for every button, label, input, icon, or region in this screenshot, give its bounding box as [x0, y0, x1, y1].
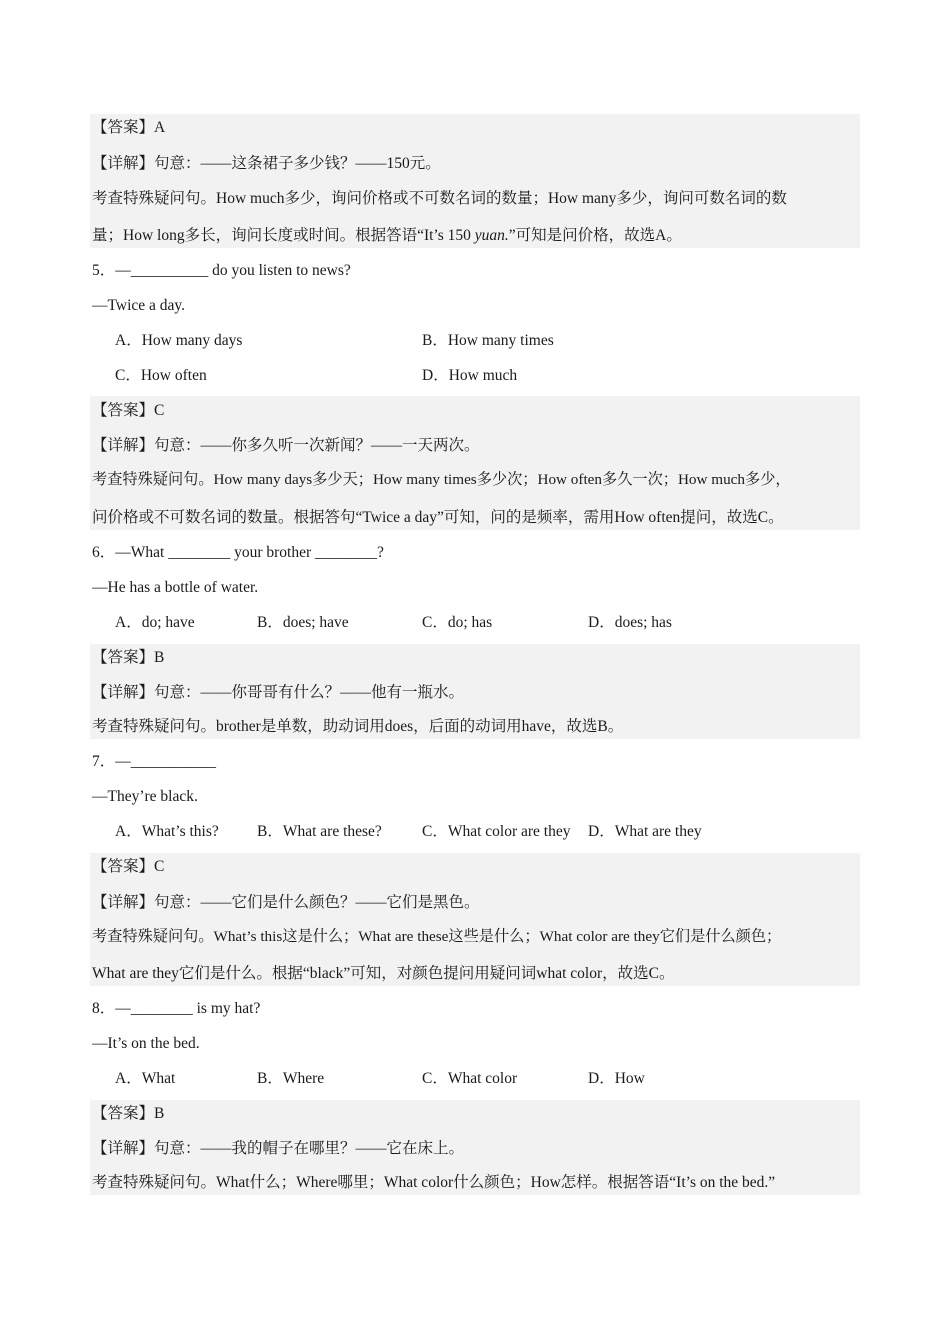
explanation-text: 量；How long多长，询问长度或时间。根据答语“It’s 150 — [92, 227, 475, 244]
question-stem: 5．—__________ do you listen to news? — [92, 262, 351, 279]
question-reply: —They’re black. — [92, 788, 198, 805]
option-d: D．does; has — [588, 614, 672, 631]
option-a: A．What’s this? — [115, 823, 219, 840]
option-c: C．How often — [115, 367, 207, 384]
explanation-line: 考查特殊疑问句。What’s this这是什么；What are these这些是什么；What color are they它们是什么颜色； — [92, 928, 782, 945]
explanation-line — [92, 226, 682, 246]
detail-translation: 【详解】句意：——它们是什么颜色？——它们是黑色。 — [92, 894, 480, 911]
detail-translation: 【详解】句意：——你哥哥有什么？——他有一瓶水。 — [92, 684, 465, 701]
explanation-line: 考查特殊疑问句。brother是单数，助动词用does，后面的动词用have，故选B。 — [92, 718, 624, 735]
question-stem: 7．—___________ — [92, 753, 217, 770]
answer-label: 【答案】C — [92, 858, 165, 875]
answer-label: 【答案】A — [92, 119, 166, 136]
option-b: B．does; have — [257, 614, 349, 631]
option-d: D．How — [588, 1070, 645, 1087]
explanation-italic: yuan. — [474, 227, 509, 244]
detail-translation: 【详解】句意：——你多久听一次新闻？——一天两次。 — [92, 437, 480, 454]
explanation-line: What are they它们是什么。根据“black”可知，对颜色提问用疑问词what color，故选C。 — [92, 965, 675, 982]
option-a: A．do; have — [115, 614, 195, 631]
option-a: A．How many days — [115, 332, 243, 349]
question-stem: 8．—________ is my hat? — [92, 1000, 261, 1017]
explanation-line: 考查特殊疑问句。What什么；Where哪里；What color什么颜色；How怎样。根据答语“It’s on the bed.” — [92, 1174, 776, 1191]
option-b: B．What are these? — [257, 823, 382, 840]
option-c: C．do; has — [422, 614, 493, 631]
detail-translation: 【详解】句意：——这条裙子多少钱？——150元。 — [92, 155, 441, 172]
explanation-line: 考查特殊疑问句。How much多少，询问价格或不可数名词的数量；How many多少，询问可数名词的数 — [92, 190, 787, 207]
question-reply: —He has a bottle of water. — [92, 579, 259, 596]
answer-label: 【答案】C — [92, 402, 165, 419]
question-reply: —It’s on the bed. — [92, 1035, 200, 1052]
explanation-line: 考查特殊疑问句。How many days多少天；How many times多少次；How often多久一次；How much多少， — [92, 471, 791, 488]
explanation-line: 问价格或不可数名词的数量。根据答句“Twice a day”可知，问的是频率，需用How often提问，故选C。 — [92, 509, 784, 526]
option-b: B．How many times — [422, 332, 554, 349]
detail-translation: 【详解】句意：——我的帽子在哪里？——它在床上。 — [92, 1140, 465, 1157]
explanation-text: ”可知是问价格，故选A。 — [508, 227, 682, 244]
option-d: D．How much — [422, 367, 518, 384]
option-c: C．What color are they — [422, 823, 571, 840]
option-b: B．Where — [257, 1070, 325, 1087]
answer-label: 【答案】B — [92, 649, 165, 666]
question-stem: 6．—What ________ your brother ________? — [92, 544, 384, 561]
option-d: D．What are they — [588, 823, 702, 840]
answer-label: 【答案】B — [92, 1105, 165, 1122]
question-reply: —Twice a day. — [92, 297, 186, 314]
option-c: C．What color — [422, 1070, 518, 1087]
option-a: A．What — [115, 1070, 176, 1087]
